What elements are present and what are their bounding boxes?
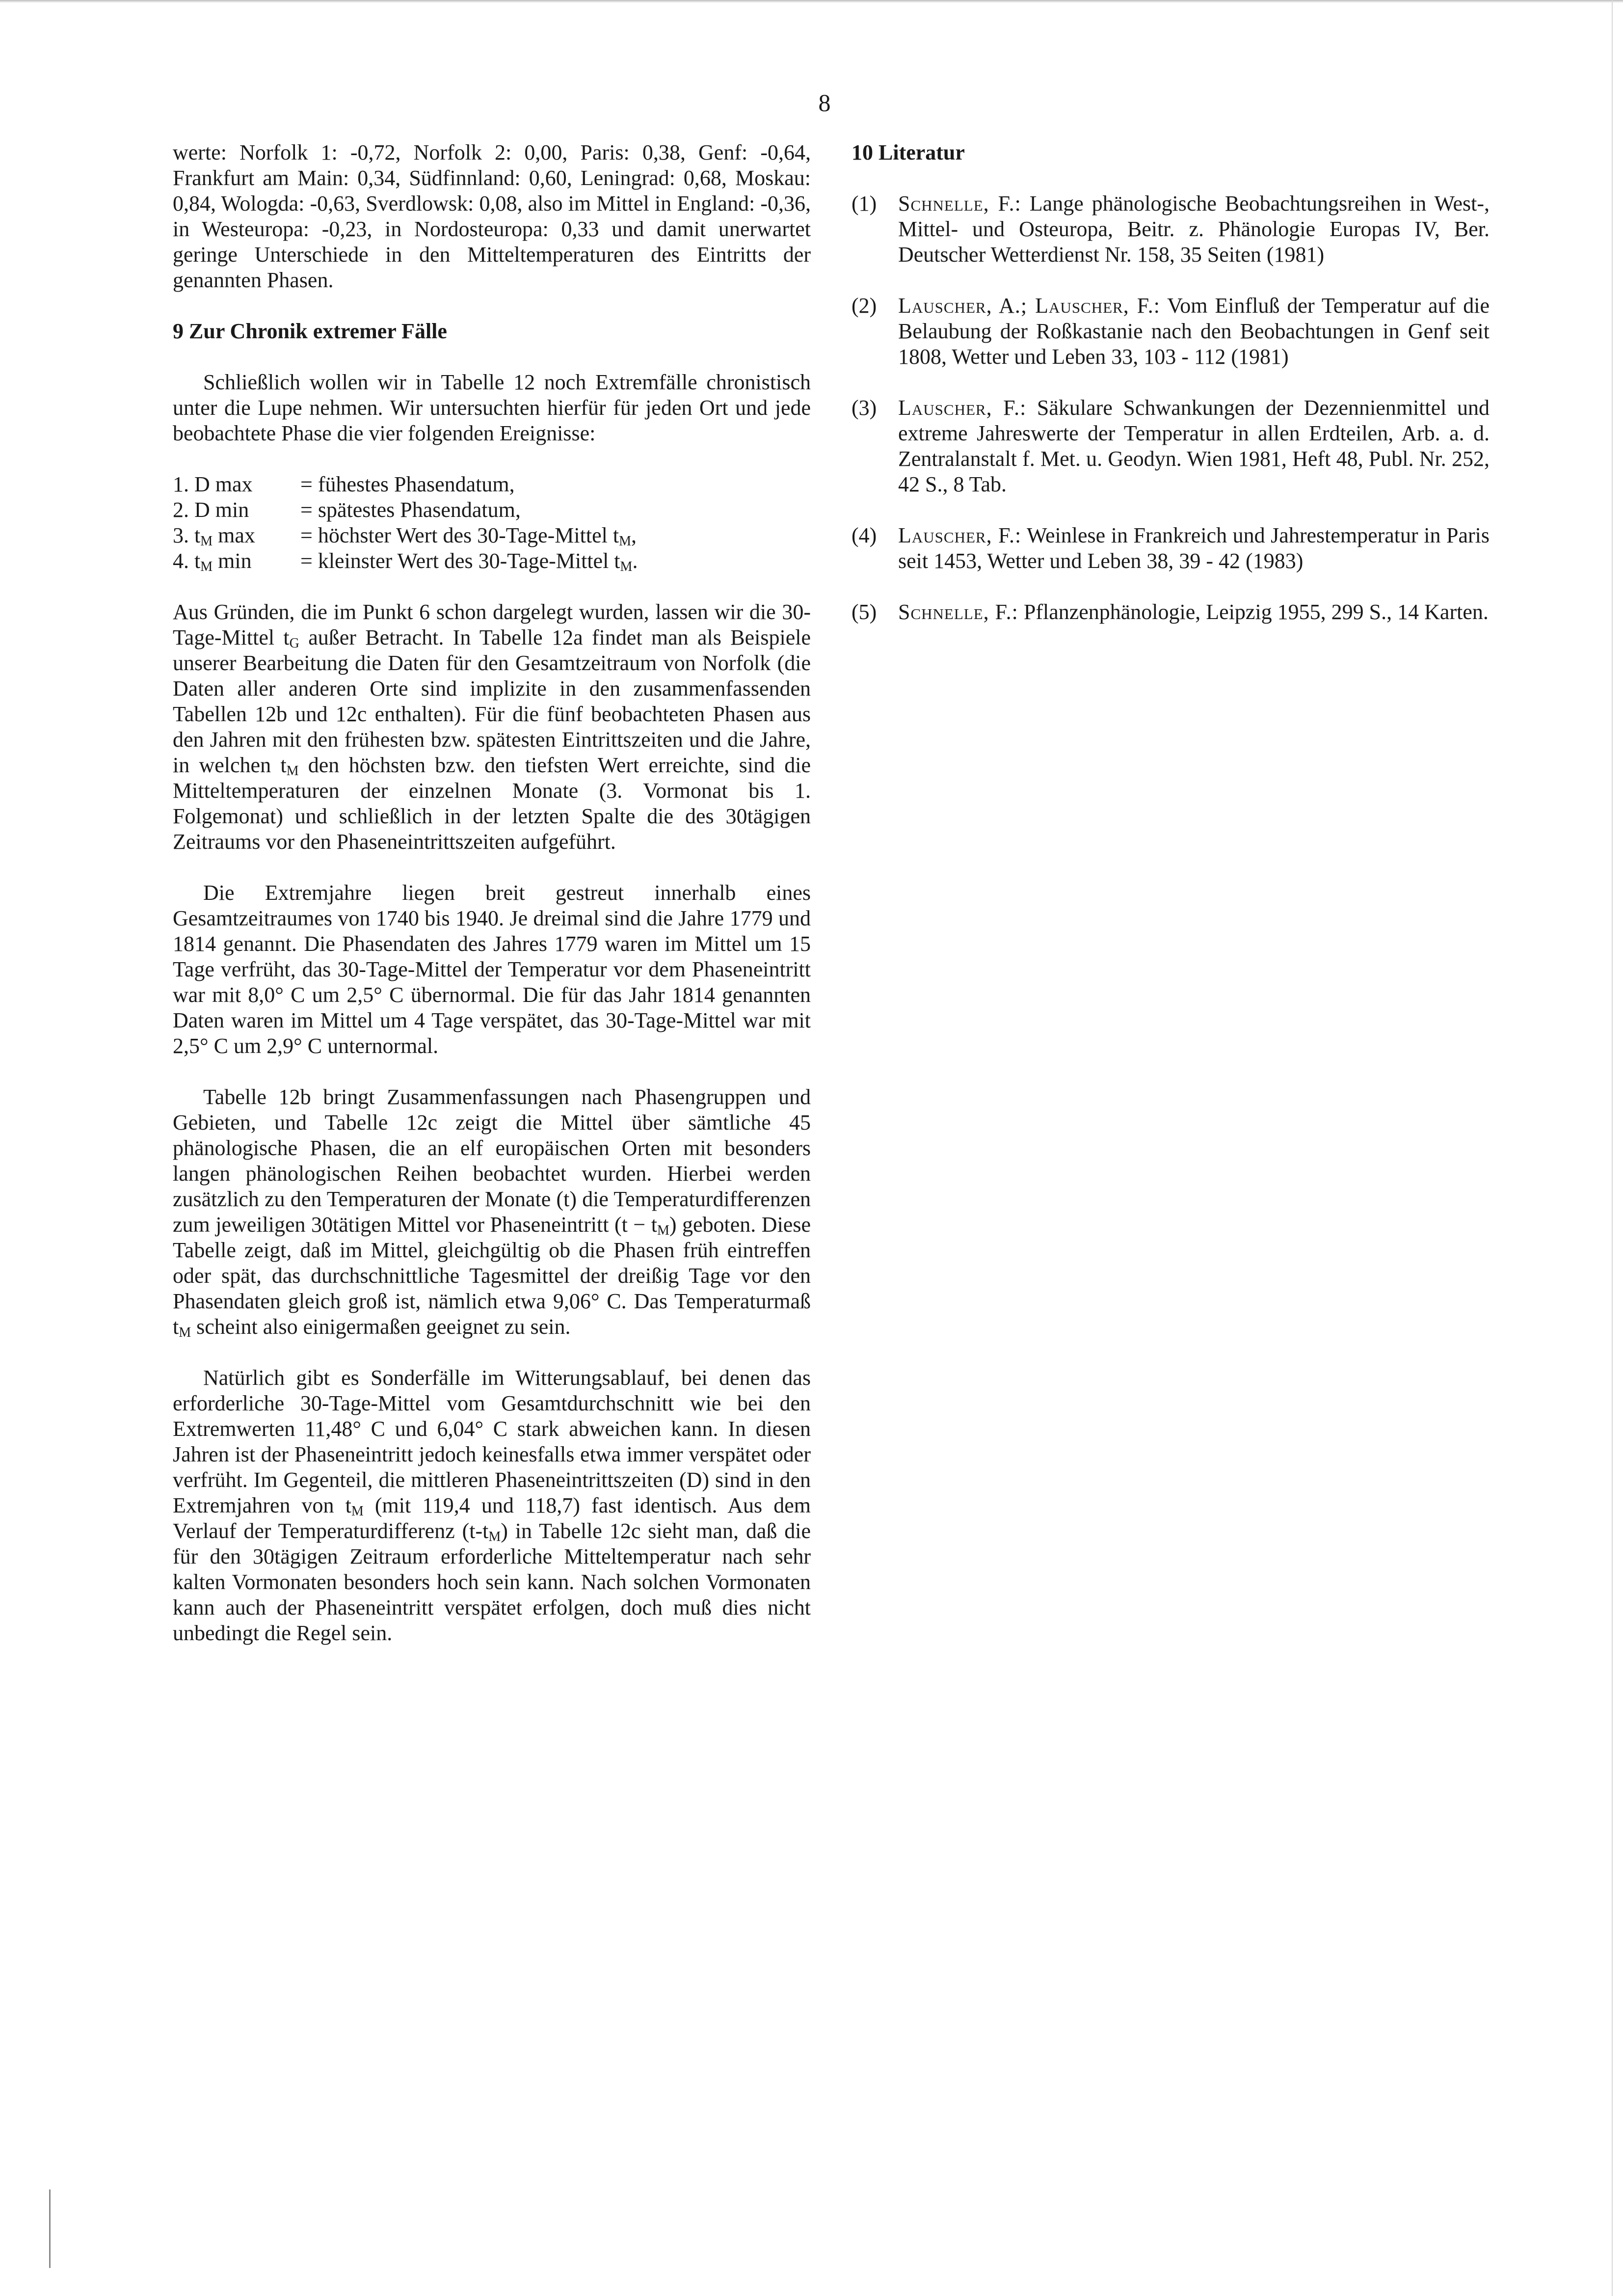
reference-item: (1) Schnelle, F.: Lange phänologische Beobachtungsreihen in West-, Mittel- und Osteuropa, Beitr. z. Phänologie Europas IV, Ber. Deutscher Wetterdienst Nr. 158, 35 Seiten (1981) xyxy=(851,191,1490,267)
reference-item: (5) Schnelle, F.: Pflanzenphänologie, Leipzig 1955, 299 S., 14 Karten. xyxy=(851,600,1489,624)
list-item: 2. D min = spätestes Phasendatum, xyxy=(173,498,521,522)
paragraph-intro: Schließlich wollen wir in Tabelle 12 noch Extremfälle chronistisch unter die Lupe nehmen. Wir untersuchten hierfür für jeden Ort und jede beobachtete Phase die vier folgenden Ereignisse: xyxy=(173,370,811,445)
scan-right-edge xyxy=(1612,0,1613,2296)
section-heading-9: 9 Zur Chronik extremer Fälle xyxy=(173,319,447,343)
reference-list xyxy=(851,191,1490,625)
scan-left-mark xyxy=(49,2189,51,2268)
reference-item: (4) Lauscher, F.: Weinlese in Frankreich und Jahrestemperatur in Paris seit 1453, Wetter und Leben 38, 39 - 42 (1983) xyxy=(851,523,1490,573)
scan-top-edge xyxy=(0,0,1623,3)
list-item: 1. D max = fühestes Phasendatum, xyxy=(173,472,515,496)
right-column xyxy=(851,140,1490,650)
list-item: 4. $t_M$ min = kleinster Wert des 30-Tage-Mittel $t_M$. xyxy=(173,549,638,574)
event-list xyxy=(173,472,811,574)
left-column xyxy=(173,140,811,1646)
reference-item: (2) Lauscher, A.; Lauscher, F.: Vom Einfluß der Temperatur auf die Belaubung der Roßkastanie nach den Beobachtungen in Genf seit 1808, Wetter und Leben 33, 103 - 112 (1981) xyxy=(851,294,1490,369)
paragraph-extremjahre: Die Extremjahre liegen breit gestreut innerhalb eines Gesamtzeitraumes von 1740 bis 1940. Je dreimal sind die Jahre 1779 und 1814 genannt. Die Phasendaten des Jahres 1779 waren im Mittel um 15 Tage verfrüht, das 30-Tage-Mittel der Temperatur vor dem Phaseneintritt war mit 8,0° C um 2,5° C übernormal. Die für das Jahr 1814 genannten Daten waren im Mittel um 4 Tage verspätet, das 30-Tage-Mittel war mit 2,5° C um 2,9° C unternormal. xyxy=(173,881,811,1058)
page-number: 8 xyxy=(818,89,831,116)
paragraph-tabelle-12b: Tabelle 12b bringt Zusammenfassungen nach Phasengruppen und Gebieten, und Tabelle 12c zeigt die Mittel über sämtliche 45 phänologische Phasen, die an elf europäischen Orten mit besonders langen phänologischen Reihen beobachtet wurden. Hierbei werden zusätzlich zu den Temperaturen der Monate (t) die Temperaturdifferenzen zum jeweiligen 30tätigen Mittel vor Phaseneintritt $(t - t_M)$ geboten. Diese Tabelle zeigt, daß im Mittel, gleichgültig ob die Phasen früh eintreffen oder spät, das durchschnittliche Tagesmittel der dreißig Tage vor den Phasendaten gleich groß ist, nämlich etwa 9,06° C. Das Temperaturmaß $t_M$ scheint also einigermaßen geeignet zu sein. xyxy=(173,1085,811,1340)
section-heading-10: 10 Literatur xyxy=(851,140,965,164)
paragraph-werte: werte: Norfolk 1: -0,72, Norfolk 2: 0,00, Paris: 0,38, Genf: -0,64, Frankfurt am Main: 0,34, Südfinnland: 0,60, Leningrad: 0,68, Moskau: 0,84, Wologda: -0,63, Sverdlowsk: 0,08, also im Mittel in England: -0,36, in Westeuropa: -0,23, in Nordosteuropa: 0,33 und damit unerwartet geringe Unterschiede in den Mitteltemperaturen des Eintritts der genannten Phasen. xyxy=(173,140,811,292)
list-item: 3. $t_M$ max = höchster Wert des 30-Tage-Mittel $t_M$, xyxy=(173,523,637,549)
paragraph-natuerlich: Natürlich gibt es Sonderfälle im Witterungsablauf, bei denen das erforderliche 30-Tage-Mittel vom Gesamtdurchschnitt wie bei den Extremwerten 11,48° C und 6,04° C stark abweichen kann. In diesen Jahren ist der Phaseneintritt jedoch keinesfalls etwa immer verspätet oder verfrüht. Im Gegenteil, die mittleren Phaseneintrittszeiten (D) sind in den Extremjahren von $t_M$ (mit 119,4 und 118,7) fast identisch. Aus dem Verlauf der Temperaturdifferenz $(t-t_M)$ in Tabelle 12c sieht man, daß die für den 30tägigen Zeitraum erforderliche Mitteltemperatur nach sehr kalten Vormonaten besonders hoch sein kann. Nach solchen Vormonaten kann auch der Phaseneintritt verspätet erfolgen, doch muß dies nicht unbedingt die Regel sein. xyxy=(173,1366,811,1645)
paragraph-gruende: Aus Gründen, die im Punkt 6 schon dargelegt wurden, lassen wir die 30-Tage-Mittel $t_G$ außer Betracht. In Tabelle 12a findet man als Beispiele unserer Bearbeitung die Daten für den Gesamtzeitraum von Norfolk (die Daten aller anderen Orte sind implizite in den zusammenfassenden Tabellen 12b und 12c enthalten). Für die fünf beobachteten Phasen aus den Jahren mit den frühesten bzw. spätesten Eintrittszeiten und die Jahre, in welchen $t_M$ den höchsten bzw. den tiefsten Wert erreichte, sind die Mitteltemperaturen der einzelnen Monate (3. Vormonat bis 1. Folgemonat) und schließlich in der letzten Spalte die des 30tägigen Zeitraums vor den Phaseneintrittszeiten aufgeführt. xyxy=(173,600,811,854)
reference-item: (3) Lauscher, F.: Säkulare Schwankungen der Dezennienmittel und extreme Jahreswerte der Temperatur in allen Erdteilen, Arb. a. d. Zentralanstalt f. Met. u. Geodyn. Wien 1981, Heft 48, Publ. Nr. 252, 42 S., 8 Tab. xyxy=(851,396,1490,496)
